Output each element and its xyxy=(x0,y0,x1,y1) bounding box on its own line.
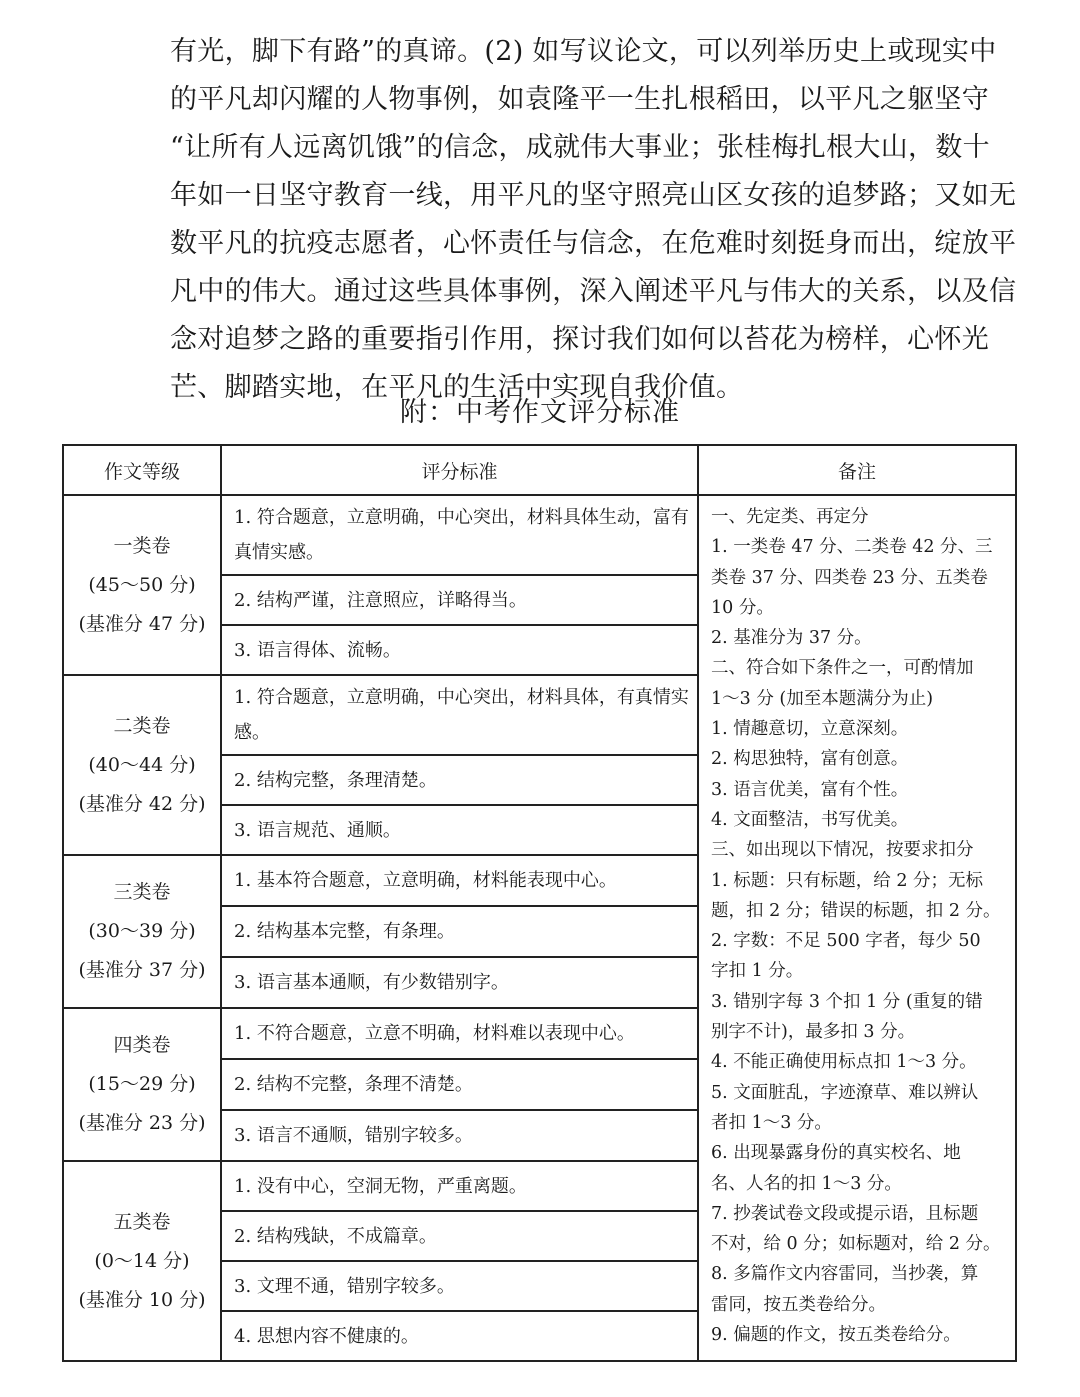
grade-name: 四类卷 xyxy=(113,1034,171,1056)
grade-base: (基准分 10 分) xyxy=(78,1288,206,1311)
note-line: 雷同，按五类卷给分。 xyxy=(711,1294,886,1315)
note-line: 2. 基准分为 37 分。 xyxy=(711,628,872,649)
note-line: 10 分。 xyxy=(711,597,774,618)
grade-cell-2 xyxy=(63,675,221,855)
criterion-cell: 2. 结构完整，条理清楚。 xyxy=(221,755,698,805)
grade-cell-1 xyxy=(63,495,221,675)
criterion-cell: 3. 语言得体、流畅。 xyxy=(221,625,698,675)
note-line: 1. 情趣意切，立意深刻。 xyxy=(711,719,909,740)
note-line: 题，扣 2 分；错误的标题，扣 2 分。 xyxy=(711,900,1001,921)
note-line: 2. 字数：不足 500 字者，每少 50 xyxy=(711,931,981,952)
note-line: 4. 文面整洁，书写优美。 xyxy=(711,809,909,830)
criterion-cell: 1. 符合题意，立意明确，中心突出，材料具体，有真情实感。 xyxy=(221,675,698,755)
grade-range: (15～29 分) xyxy=(88,1073,196,1095)
note-line: 者扣 1～3 分。 xyxy=(711,1112,832,1133)
criterion-cell: 3. 语言基本通顺，有少数错别字。 xyxy=(221,957,698,1008)
note-line: 7. 抄袭试卷文段或提示语，且标题 xyxy=(711,1203,979,1224)
note-line: 1. 一类卷 47 分、二类卷 42 分、三 xyxy=(711,537,993,558)
note-line: 1. 标题：只有标题，给 2 分；无标 xyxy=(711,870,984,891)
note-line: 2. 构思独特，富有创意。 xyxy=(711,749,909,770)
note-line: 4. 不能正确使用标点扣 1～3 分。 xyxy=(711,1052,977,1073)
note-line: 5. 文面脏乱，字迹潦草、难以辨认 xyxy=(711,1082,979,1103)
criterion-cell: 3. 文理不通，错别字较多。 xyxy=(221,1261,698,1311)
grade-base: (基准分 37 分) xyxy=(78,959,206,981)
note-line: 二、符合如下条件之一，可酌情加 xyxy=(711,658,974,679)
paragraph-line: 念对追梦之路的重要指引作用，探讨我们如何以苔花为榜样，心怀光 xyxy=(170,324,989,355)
grade-range: (40～44 分) xyxy=(88,753,196,776)
note-line: 三、如出现以下情况，按要求扣分 xyxy=(711,840,974,861)
paragraph-line: “让所有人远离饥饿”的信念，成就伟大事业；张桂梅扎根大山，数十 xyxy=(170,132,990,163)
criterion-cell: 1. 不符合题意，立意不明确，材料难以表现中心。 xyxy=(221,1008,698,1059)
criterion-cell: 2. 结构残缺，不成篇章。 xyxy=(221,1211,698,1261)
paragraph-line: 的平凡却闪耀的人物事例，如袁隆平一生扎根稻田，以平凡之躯坚守 xyxy=(170,84,989,115)
grading-table xyxy=(62,444,1017,1362)
header-grade: 作文等级 xyxy=(63,445,221,495)
appendix-title: 附：中考作文评分标准 xyxy=(400,397,680,428)
criterion-cell: 4. 思想内容不健康的。 xyxy=(221,1311,698,1361)
note-line: 8. 多篇作文内容雷同，当抄袭，算 xyxy=(711,1264,979,1285)
paragraph-line: 凡中的伟大。通过这些具体事例，深入阐述平凡与伟大的关系，以及信 xyxy=(170,276,1017,307)
note-line: 别字不计)，最多扣 3 分。 xyxy=(711,1022,916,1043)
grade-cell-4 xyxy=(63,1008,221,1161)
criterion-cell: 2. 结构基本完整，有条理。 xyxy=(221,906,698,957)
note-line: 名、人名的扣 1～3 分。 xyxy=(711,1173,902,1194)
notes-cell xyxy=(698,495,1016,1361)
grade-cell-3 xyxy=(63,855,221,1008)
grade-range: (30～39 分) xyxy=(88,920,196,942)
essay-guidance-paragraph xyxy=(170,28,1030,412)
grade-range: (45～50 分) xyxy=(88,573,196,596)
note-line: 字扣 1 分。 xyxy=(711,961,804,982)
note-line: 一、先定类、再定分 xyxy=(711,507,869,527)
header-criteria: 评分标准 xyxy=(221,445,698,495)
paragraph-line: 有光，脚下有路”的真谛。(2) 如写议论文，可以列举历史上或现实中 xyxy=(170,36,997,67)
note-line: 3. 语言优美，富有个性。 xyxy=(711,779,909,800)
note-line: 类卷 37 分、四类卷 23 分、五类卷 xyxy=(711,567,988,588)
criterion-cell: 3. 语言不通顺，错别字较多。 xyxy=(221,1110,698,1161)
grade-base: (基准分 23 分) xyxy=(78,1112,206,1134)
paragraph-line: 年如一日坚守教育一线，用平凡的坚守照亮山区女孩的追梦路；又如无 xyxy=(170,180,1017,211)
table-row xyxy=(63,495,1016,575)
criterion-cell: 1. 符合题意，立意明确，中心突出，材料具体生动，富有真情实感。 xyxy=(221,495,698,575)
grade-base: (基准分 47 分) xyxy=(78,612,206,635)
grade-name: 一类卷 xyxy=(113,534,171,557)
criterion-cell: 3. 语言规范、通顺。 xyxy=(221,805,698,855)
grade-name: 二类卷 xyxy=(113,714,171,737)
grade-base: (基准分 42 分) xyxy=(78,792,206,815)
note-line: 6. 出现暴露身份的真实校名、地 xyxy=(711,1143,961,1164)
table-header-row xyxy=(63,445,1016,495)
paragraph-line: 芒、脚踏实地，在平凡的生活中实现自我价值。 xyxy=(170,372,744,403)
header-notes: 备注 xyxy=(698,445,1016,495)
paragraph-line: 数平凡的抗疫志愿者，心怀责任与信念，在危难时刻挺身而出，绽放平 xyxy=(170,228,1017,259)
criterion-cell: 1. 基本符合题意，立意明确，材料能表现中心。 xyxy=(221,855,698,906)
criterion-cell: 2. 结构不完整，条理不清楚。 xyxy=(221,1059,698,1110)
note-line: 3. 错别字每 3 个扣 1 分 (重复的错 xyxy=(711,991,983,1012)
note-line: 9. 偏题的作文，按五类卷给分。 xyxy=(711,1325,961,1346)
note-line: 不对，给 0 分；如标题对，给 2 分。 xyxy=(711,1234,1001,1255)
grade-cell-5 xyxy=(63,1161,221,1361)
grade-range: (0～14 分) xyxy=(94,1249,190,1272)
criterion-cell: 1. 没有中心，空洞无物，严重离题。 xyxy=(221,1161,698,1211)
grade-name: 三类卷 xyxy=(113,881,171,903)
grade-name: 五类卷 xyxy=(113,1210,171,1233)
criterion-cell: 2. 结构严谨，注意照应，详略得当。 xyxy=(221,575,698,625)
note-line: 1～3 分 (加至本题满分为止) xyxy=(711,688,934,709)
